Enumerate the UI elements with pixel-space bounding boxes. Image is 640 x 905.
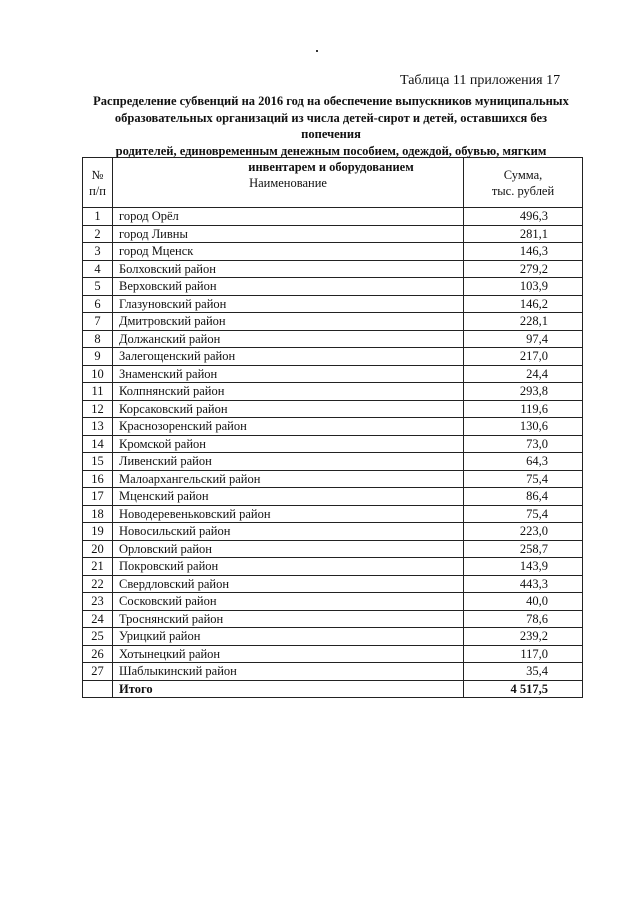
row-name: Урицкий район <box>113 628 464 646</box>
row-name: Глазуновский район <box>113 295 464 313</box>
row-name: Краснозоренский район <box>113 418 464 436</box>
row-number: 27 <box>83 663 113 681</box>
row-sum: 146,2 <box>464 295 583 313</box>
table-row <box>83 505 583 523</box>
table-row <box>83 365 583 383</box>
table-row <box>83 313 583 331</box>
row-number: 4 <box>83 260 113 278</box>
row-number: 5 <box>83 278 113 296</box>
header-sum-line2: тыс. рублей <box>491 183 555 198</box>
table-header-row <box>83 158 583 208</box>
row-sum: 228,1 <box>464 313 583 331</box>
table-row <box>83 610 583 628</box>
total-sum: 4 517,5 <box>464 680 583 698</box>
table-row <box>83 523 583 541</box>
appendix-reference: Таблица 11 приложения 17 <box>400 73 561 88</box>
row-name: Мценский район <box>113 488 464 506</box>
title-line: образовательных организаций из числа детей-сирот и детей, оставшихся без попечения <box>114 110 548 141</box>
table-row <box>83 628 583 646</box>
row-name: Залегощенский район <box>113 348 464 366</box>
row-sum: 443,3 <box>464 575 583 593</box>
row-number: 6 <box>83 295 113 313</box>
header-number <box>83 158 113 208</box>
scan-artifact-dot <box>316 50 318 52</box>
row-sum: 75,4 <box>464 470 583 488</box>
header-number-line2: п/п <box>89 183 106 198</box>
row-name: Болховский район <box>113 260 464 278</box>
table-row <box>83 645 583 663</box>
table-row <box>83 435 583 453</box>
row-name: Знаменский район <box>113 365 464 383</box>
row-name: Колпнянский район <box>113 383 464 401</box>
row-name: город Орёл <box>113 208 464 226</box>
row-sum: 97,4 <box>464 330 583 348</box>
row-sum: 143,9 <box>464 558 583 576</box>
row-number: 23 <box>83 593 113 611</box>
row-name: город Ливны <box>113 225 464 243</box>
row-sum: 146,3 <box>464 243 583 261</box>
row-name: Малоархангельский район <box>113 470 464 488</box>
row-number: 9 <box>83 348 113 366</box>
header-sum-line1: Сумма, <box>503 167 543 182</box>
table-row <box>83 453 583 471</box>
row-number: 13 <box>83 418 113 436</box>
total-row <box>83 680 583 698</box>
row-sum: 281,1 <box>464 225 583 243</box>
header-number-line1: № <box>91 167 104 182</box>
row-number: 10 <box>83 365 113 383</box>
row-sum: 35,4 <box>464 663 583 681</box>
row-number: 17 <box>83 488 113 506</box>
table-row <box>83 330 583 348</box>
row-name: Свердловский район <box>113 575 464 593</box>
row-sum: 73,0 <box>464 435 583 453</box>
subsidy-table <box>82 157 583 698</box>
row-sum: 86,4 <box>464 488 583 506</box>
table-row <box>83 225 583 243</box>
row-name: Кромской район <box>113 435 464 453</box>
row-number: 26 <box>83 645 113 663</box>
total-label: Итого <box>113 680 464 698</box>
row-sum: 279,2 <box>464 260 583 278</box>
row-number: 11 <box>83 383 113 401</box>
row-sum: 496,3 <box>464 208 583 226</box>
row-number: 2 <box>83 225 113 243</box>
table-row <box>83 575 583 593</box>
row-sum: 258,7 <box>464 540 583 558</box>
row-name: Орловский район <box>113 540 464 558</box>
row-number: 25 <box>83 628 113 646</box>
row-sum: 64,3 <box>464 453 583 471</box>
row-number: 20 <box>83 540 113 558</box>
row-number: 16 <box>83 470 113 488</box>
table-row <box>83 295 583 313</box>
row-name: Верховский район <box>113 278 464 296</box>
row-name: Сосковский район <box>113 593 464 611</box>
title-line: родителей, единовременным денежным пособием, одеждой, обувью, мягким <box>115 143 547 158</box>
row-number: 24 <box>83 610 113 628</box>
row-number: 15 <box>83 453 113 471</box>
table-row <box>83 418 583 436</box>
table-row <box>83 663 583 681</box>
row-name: Новосильский район <box>113 523 464 541</box>
row-name: Должанский район <box>113 330 464 348</box>
row-sum: 130,6 <box>464 418 583 436</box>
row-sum: 78,6 <box>464 610 583 628</box>
row-number: 18 <box>83 505 113 523</box>
row-sum: 223,0 <box>464 523 583 541</box>
table-row <box>83 243 583 261</box>
row-sum: 40,0 <box>464 593 583 611</box>
row-number: 3 <box>83 243 113 261</box>
row-name: город Мценск <box>113 243 464 261</box>
table-row <box>83 400 583 418</box>
table-row <box>83 278 583 296</box>
row-sum: 75,4 <box>464 505 583 523</box>
row-name: Новодеревеньковский район <box>113 505 464 523</box>
row-sum: 217,0 <box>464 348 583 366</box>
table-row <box>83 208 583 226</box>
row-sum: 119,6 <box>464 400 583 418</box>
row-sum: 293,8 <box>464 383 583 401</box>
table-row <box>83 593 583 611</box>
row-sum: 239,2 <box>464 628 583 646</box>
row-sum: 103,9 <box>464 278 583 296</box>
header-name: Наименование <box>113 158 464 208</box>
row-number: 7 <box>83 313 113 331</box>
row-name: Хотынецкий район <box>113 645 464 663</box>
table-row <box>83 540 583 558</box>
row-name: Дмитровский район <box>113 313 464 331</box>
row-number: 21 <box>83 558 113 576</box>
row-number: 8 <box>83 330 113 348</box>
table-row <box>83 488 583 506</box>
total-number-cell <box>83 680 113 698</box>
table-row <box>83 558 583 576</box>
title-line: инвентарем и оборудованием <box>248 160 414 174</box>
table-body <box>83 208 583 698</box>
row-sum: 24,4 <box>464 365 583 383</box>
row-number: 14 <box>83 435 113 453</box>
row-name: Покровский район <box>113 558 464 576</box>
title-line: Распределение субвенций на 2016 год на обеспечение выпускников муниципальных <box>93 94 569 108</box>
row-number: 19 <box>83 523 113 541</box>
table-row <box>83 260 583 278</box>
row-sum: 117,0 <box>464 645 583 663</box>
table-row <box>83 383 583 401</box>
table-row <box>83 470 583 488</box>
header-sum <box>464 158 583 208</box>
row-number: 1 <box>83 208 113 226</box>
row-number: 12 <box>83 400 113 418</box>
row-name: Корсаковский район <box>113 400 464 418</box>
row-name: Ливенский район <box>113 453 464 471</box>
row-number: 22 <box>83 575 113 593</box>
row-name: Шаблыкинский район <box>113 663 464 681</box>
row-name: Троснянский район <box>113 610 464 628</box>
table-row <box>83 348 583 366</box>
